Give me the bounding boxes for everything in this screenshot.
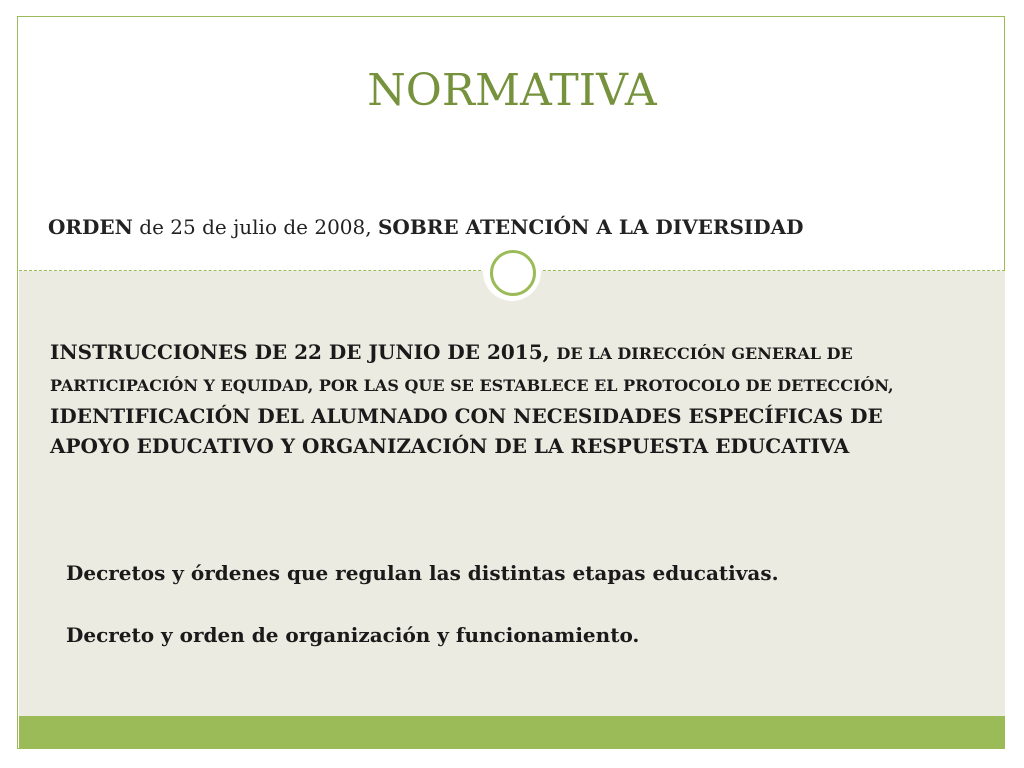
instrucciones-text [50,337,950,461]
slide-frame [17,16,1005,749]
instrucciones-issuer: DE LA DIRECCIÓN GENERAL DE PARTICIPACIÓN Y EQUIDAD, POR LAS QUE SE ESTABLECE EL PROTOCOLO DE DETECCIÓN, [50,344,894,395]
orden-line [48,215,803,239]
decretos-list [66,557,946,681]
circle-ornament-icon [490,250,536,296]
orden-date: de 25 de julio de 2008, [132,215,378,239]
orden-label: ORDEN [48,215,133,239]
slide-title: NORMATIVA [367,65,657,116]
decretos-item: Decretos y órdenes que regulan las distintas etapas educativas. [66,561,779,585]
footer-bar [19,716,1005,748]
instrucciones-heading: INSTRUCCIONES DE 22 DE JUNIO DE 2015, [50,340,557,364]
instrucciones-subject: IDENTIFICACIÓN DEL ALUMNADO CON NECESIDADES ESPECÍFICAS DE APOYO EDUCATIVO Y ORGANIZACIÓN DE LA RESPUESTA EDUCATIVA [50,404,883,458]
decretos-item: Decreto y orden de organización y funcionamiento. [66,623,640,647]
orden-sobre: SOBRE [377,215,459,239]
orden-topic: ATENCIÓN A LA DIVERSIDAD [458,215,804,239]
